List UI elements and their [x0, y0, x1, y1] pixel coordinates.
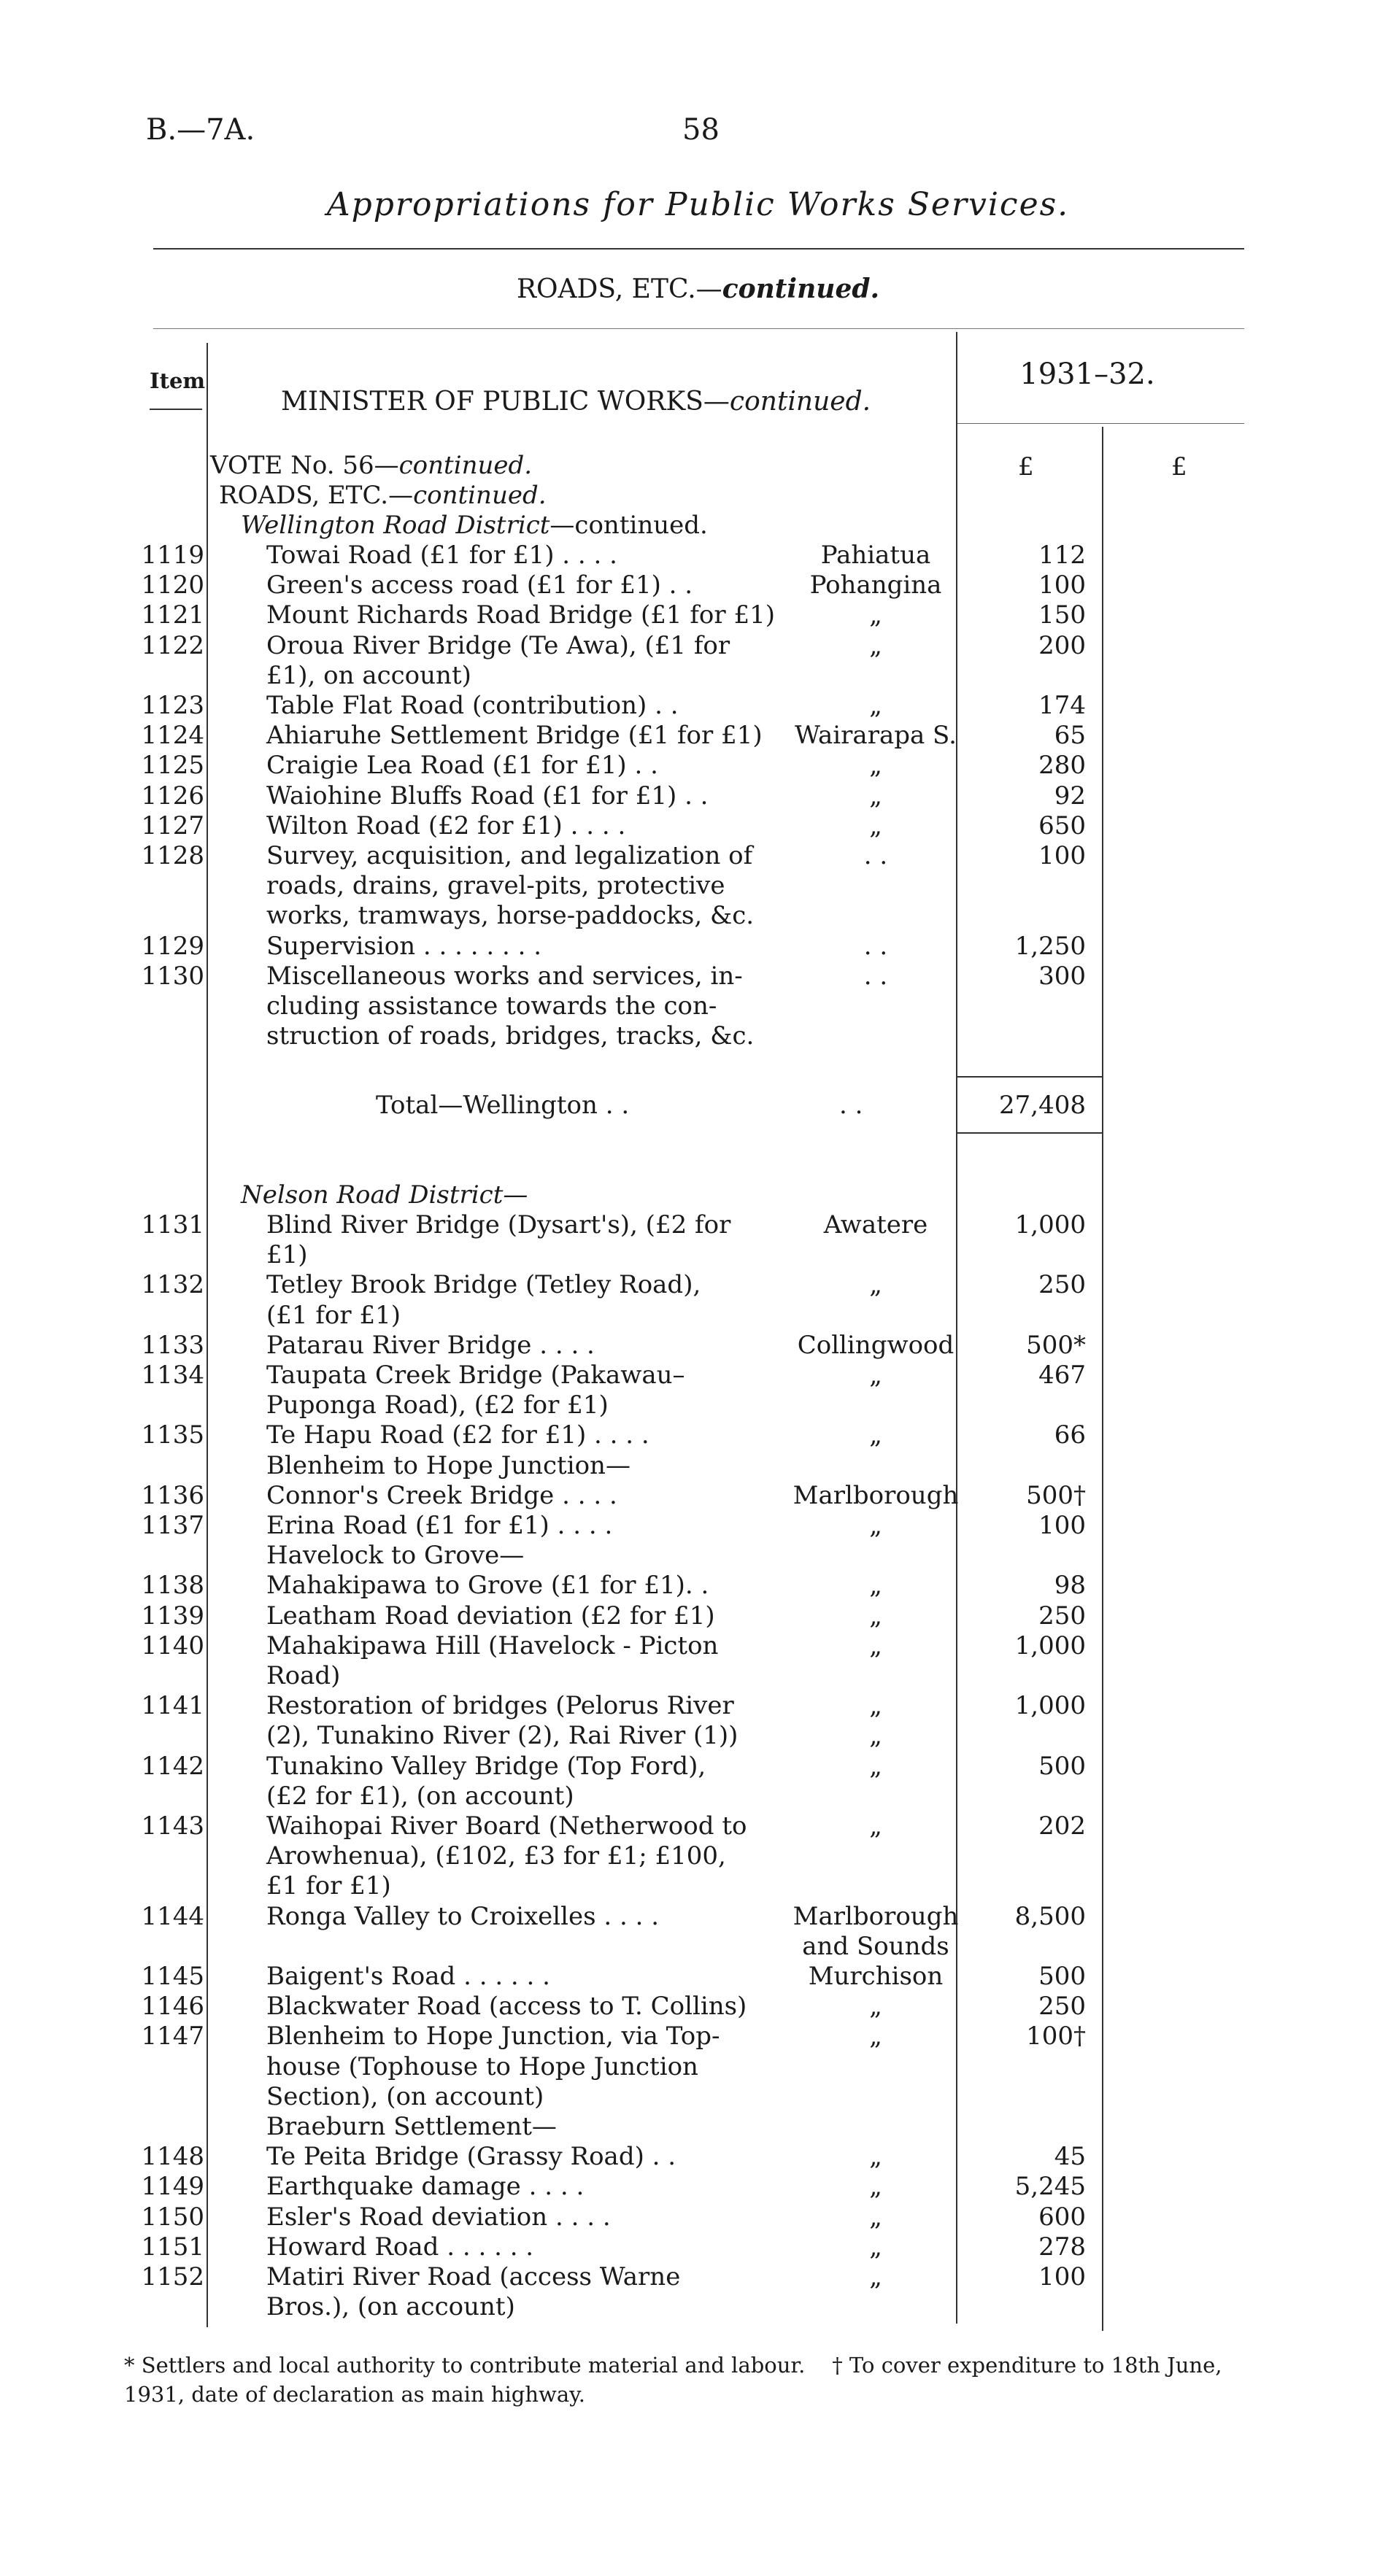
wellington-row	[0, 1021, 1396, 1051]
wellington-row	[0, 631, 1396, 661]
item-number: 1140	[141, 1631, 204, 1660]
item-locality: „	[869, 2202, 882, 2232]
item-locality: „	[869, 1571, 882, 1601]
item-number: 1130	[141, 961, 204, 991]
footnotes	[124, 2351, 1262, 2409]
item-description: Green's access road (£1 for £1) . .	[266, 570, 693, 600]
item-locality: „	[869, 751, 882, 781]
wellington-row	[0, 811, 1396, 841]
item-locality: „	[869, 1751, 882, 1781]
item-amount: 202	[1038, 1811, 1086, 1841]
nelson-row	[0, 2052, 1396, 2082]
item-amount: 500	[1038, 1962, 1086, 1991]
nelson-row	[0, 1871, 1396, 1901]
item-description: (£2 for £1), (on account)	[266, 1781, 574, 1811]
item-description: struction of roads, bridges, tracks, &c.	[266, 1021, 755, 1051]
nelson-row	[0, 1782, 1396, 1811]
item-number: 1137	[141, 1511, 204, 1540]
item-description: (£1 for £1)	[266, 1300, 401, 1330]
item-description: Matiri River Road (access Warne	[266, 2262, 681, 2291]
item-locality: „	[869, 1631, 882, 1660]
item-description: Leatham Road deviation (£2 for £1)	[266, 1601, 715, 1631]
item-number: 1123	[141, 691, 204, 720]
footnote-star: * Settlers and local authority to contribute material and labour.	[124, 2353, 806, 2378]
item-description: Erina Road (£1 for £1) . . . .	[266, 1511, 613, 1540]
item-description: Howard Road . . . . . .	[266, 2232, 534, 2262]
wellington-district-heading: Wellington Road District—continued.	[241, 511, 708, 540]
item-number: 1136	[141, 1480, 204, 1510]
item-description: house (Tophouse to Hope Junction	[266, 2051, 698, 2081]
item-amount: 1,000	[1014, 1691, 1086, 1721]
item-locality: „	[869, 1992, 882, 2022]
wellington-row	[0, 841, 1396, 871]
item-number: 1144	[141, 1901, 204, 1931]
section-rule	[153, 328, 1244, 329]
item-locality: „	[869, 1601, 882, 1631]
nelson-row	[0, 2232, 1396, 2262]
wellington-total-amount: 27,408	[999, 1091, 1086, 1120]
item-description: Restoration of bridges (Pelorus River	[266, 1691, 734, 1721]
item-number: 1152	[141, 2262, 204, 2291]
item-number: 1125	[141, 751, 204, 781]
item-number: 1134	[141, 1361, 204, 1390]
wellington-row	[0, 721, 1396, 751]
item-amount: 1,250	[1014, 931, 1086, 961]
item-amount: 650	[1038, 811, 1086, 840]
item-amount: 100	[1038, 1511, 1086, 1540]
item-amount: 467	[1038, 1361, 1086, 1390]
item-amount: 100	[1038, 570, 1086, 600]
amount-pound-header-1: £	[1018, 452, 1034, 481]
item-locality: Murchison	[808, 1962, 944, 1991]
item-amount: 200	[1038, 630, 1086, 660]
footnote-dagger: † To cover expenditure to 18th June, 1931, date of declaration as main highway.	[124, 2353, 1222, 2407]
item-description: Supervision . . . . . . . .	[266, 931, 542, 961]
item-amount: 150	[1038, 600, 1086, 630]
item-description: works, tramways, horse-paddocks, &c.	[266, 901, 755, 931]
item-description: Tetley Brook Bridge (Tetley Road),	[266, 1270, 701, 1300]
wellington-total-label: Total—Wellington . .	[376, 1091, 630, 1120]
item-description: Taupata Creek Bridge (Pakawau–	[266, 1361, 685, 1390]
item-amount: 45	[1054, 2142, 1086, 2172]
item-locality: „	[869, 600, 882, 630]
item-description: Ahiaruhe Settlement Bridge (£1 for £1)	[266, 721, 763, 751]
item-number: 1143	[141, 1811, 204, 1841]
nelson-row	[0, 1331, 1396, 1361]
item-amount: 92	[1054, 781, 1086, 811]
item-amount: 500†	[1026, 1480, 1086, 1510]
item-locality: Awatere	[823, 1210, 928, 1239]
minister-heading: MINISTER OF PUBLIC WORKS—continued.	[281, 387, 871, 417]
wellington-row	[0, 901, 1396, 931]
item-description: Mahakipawa Hill (Havelock - Picton	[266, 1631, 719, 1660]
item-description: cluding assistance towards the con-	[266, 991, 717, 1021]
item-description: Blenheim to Hope Junction, via Top-	[266, 2022, 720, 2051]
item-number: 1141	[141, 1691, 204, 1721]
item-description: roads, drains, gravel-pits, protective	[266, 871, 725, 901]
item-amount: 5,245	[1014, 2172, 1086, 2202]
item-locality: Marlborough	[793, 1480, 959, 1510]
nelson-row	[0, 1601, 1396, 1631]
wellington-row	[0, 661, 1396, 691]
item-header-underline	[150, 409, 202, 410]
item-description: Mount Richards Road Bridge (£1 for £1)	[266, 600, 775, 630]
item-description: Craigie Lea Road (£1 for £1) . .	[266, 751, 658, 781]
item-description: Waihopai River Board (Netherwood to	[266, 1811, 747, 1841]
nelson-row	[0, 2262, 1396, 2292]
nelson-row	[0, 1391, 1396, 1420]
item-number: 1142	[141, 1751, 204, 1781]
vote-heading: VOTE No. 56—continued.	[210, 451, 533, 480]
item-amount: 100	[1038, 2262, 1086, 2291]
nelson-row	[0, 2082, 1396, 2112]
item-locality: „	[869, 781, 882, 811]
nelson-row	[0, 1932, 1396, 1962]
section-title: ROADS, ETC.—continued.	[516, 274, 880, 304]
item-locality: Pohangina	[809, 570, 942, 600]
item-description: Patarau River Bridge . . . .	[266, 1330, 595, 1360]
nelson-row	[0, 1631, 1396, 1661]
item-locality: „	[869, 2022, 882, 2051]
nelson-row	[0, 1571, 1396, 1601]
item-locality: „	[869, 2232, 882, 2262]
nelson-row	[0, 1691, 1396, 1721]
item-number: 1124	[141, 721, 204, 751]
item-locality: Marlborough	[793, 1901, 959, 1931]
item-locality: Collingwood	[797, 1330, 955, 1360]
item-number: 1121	[141, 600, 204, 630]
item-locality: „	[869, 1721, 882, 1751]
nelson-row	[0, 2292, 1396, 2322]
item-description: Bros.), (on account)	[266, 2292, 515, 2322]
page-title: Appropriations for Public Works Services.	[326, 186, 1070, 223]
amount-pound-header-2: £	[1171, 452, 1187, 481]
item-amount: 174	[1038, 691, 1086, 720]
item-description: £1)	[266, 1240, 308, 1270]
title-rule	[153, 248, 1244, 250]
item-description: Miscellaneous works and services, in-	[266, 961, 743, 991]
item-locality: „	[869, 1811, 882, 1841]
item-description: Tunakino Valley Bridge (Top Ford),	[266, 1751, 706, 1781]
item-amount: 250	[1038, 1270, 1086, 1300]
item-locality: „	[869, 2262, 882, 2291]
nelson-row	[0, 1240, 1396, 1270]
item-number: 1129	[141, 931, 204, 961]
wellington-row	[0, 991, 1396, 1021]
item-number: 1151	[141, 2232, 204, 2262]
item-description: Blackwater Road (access to T. Collins)	[266, 1992, 747, 2022]
item-locality: Wairarapa S.	[795, 721, 957, 751]
nelson-row	[0, 1962, 1396, 1992]
nelson-row	[0, 1752, 1396, 1782]
item-description: Esler's Road deviation . . . .	[266, 2202, 611, 2232]
item-locality: „	[869, 2172, 882, 2202]
wellington-row	[0, 691, 1396, 721]
item-description: Baigent's Road . . . . . .	[266, 1962, 550, 1991]
item-number: 1149	[141, 2172, 204, 2202]
item-description: Road)	[266, 1661, 341, 1690]
item-amount: 98	[1054, 1571, 1086, 1601]
item-locality: „	[869, 630, 882, 660]
wellington-row	[0, 962, 1396, 991]
nelson-row	[0, 1420, 1396, 1450]
wellington-total-dots: . .	[839, 1091, 863, 1120]
wellington-row	[0, 751, 1396, 781]
item-description: Te Hapu Road (£2 for £1) . . . .	[266, 1420, 649, 1450]
wellington-row	[0, 932, 1396, 962]
nelson-row	[0, 2172, 1396, 2202]
nelson-row	[0, 1451, 1396, 1481]
total-bottom-rule	[956, 1132, 1102, 1134]
nelson-row	[0, 1361, 1396, 1391]
nelson-row	[0, 1270, 1396, 1300]
nelson-district-heading: Nelson Road District—	[241, 1180, 528, 1210]
nelson-row	[0, 1992, 1396, 2022]
item-description: Ronga Valley to Croixelles . . . .	[266, 1901, 660, 1931]
item-number: 1119	[141, 541, 204, 570]
nelson-row	[0, 1811, 1396, 1841]
item-amount: 500	[1038, 1751, 1086, 1781]
item-locality: . .	[863, 961, 888, 991]
item-number: 1120	[141, 570, 204, 600]
item-description: Blind River Bridge (Dysart's), (£2 for	[266, 1210, 731, 1239]
item-number: 1146	[141, 1992, 204, 2022]
item-description: £1 for £1)	[266, 1871, 391, 1901]
item-number: 1150	[141, 2202, 204, 2232]
item-description: Puponga Road), (£2 for £1)	[266, 1391, 609, 1420]
nelson-row	[0, 1902, 1396, 1932]
item-locality: „	[869, 811, 882, 840]
nelson-row	[0, 2202, 1396, 2232]
roads-heading: ROADS, ETC.—continued.	[219, 481, 547, 510]
item-description: Table Flat Road (contribution) . .	[266, 691, 679, 720]
item-description: Earthquake damage . . . .	[266, 2172, 585, 2202]
item-amount: 1,000	[1014, 1210, 1086, 1239]
item-locality: and Sounds	[802, 1931, 949, 1961]
item-description: Connor's Creek Bridge . . . .	[266, 1480, 617, 1510]
item-locality: „	[869, 1270, 882, 1300]
item-description: Mahakipawa to Grove (£1 for £1). .	[266, 1571, 709, 1601]
document-reference: B.—7A.	[146, 113, 255, 147]
item-amount: 250	[1038, 1601, 1086, 1631]
nelson-row	[0, 1301, 1396, 1331]
wellington-row	[0, 600, 1396, 630]
item-description: (2), Tunakino River (2), Rai River (1))	[266, 1721, 739, 1751]
item-description: Havelock to Grove—	[266, 1541, 525, 1571]
item-number: 1126	[141, 781, 204, 811]
nelson-row	[0, 1511, 1396, 1541]
item-number: 1127	[141, 811, 204, 840]
item-amount: 500*	[1026, 1330, 1086, 1360]
year-header-underline	[956, 423, 1244, 424]
wellington-row	[0, 570, 1396, 600]
item-description: Braeburn Settlement—	[266, 2112, 557, 2141]
item-number: 1122	[141, 630, 204, 660]
nelson-row	[0, 2022, 1396, 2051]
item-number: 1132	[141, 1270, 204, 1300]
item-description: Survey, acquisition, and legalization of	[266, 841, 753, 870]
page-number: 58	[682, 113, 720, 147]
item-amount: 66	[1054, 1420, 1086, 1450]
item-number: 1145	[141, 1962, 204, 1991]
item-number: 1139	[141, 1601, 204, 1631]
total-top-rule	[956, 1076, 1102, 1078]
item-column-header: Item	[150, 368, 206, 393]
item-locality: „	[869, 1361, 882, 1390]
item-number: 1131	[141, 1210, 204, 1239]
nelson-row	[0, 2142, 1396, 2172]
item-description: Section), (on account)	[266, 2081, 544, 2111]
item-description: Arowhenua), (£102, £3 for £1; £100,	[266, 1841, 726, 1871]
item-description: Waiohine Bluffs Road (£1 for £1) . .	[266, 781, 709, 811]
item-description: £1), on account)	[266, 660, 471, 690]
item-amount: 250	[1038, 1992, 1086, 2022]
item-locality: „	[869, 1691, 882, 1721]
item-amount: 1,000	[1014, 1631, 1086, 1660]
nelson-row	[0, 1541, 1396, 1571]
wellington-row	[0, 781, 1396, 811]
item-amount: 600	[1038, 2202, 1086, 2232]
item-description: Towai Road (£1 for £1) . . . .	[266, 541, 617, 570]
nelson-row	[0, 1661, 1396, 1691]
item-locality: „	[869, 1511, 882, 1540]
item-locality: „	[869, 1420, 882, 1450]
item-locality: . .	[863, 841, 888, 870]
item-amount: 100	[1038, 841, 1086, 870]
nelson-row	[0, 1841, 1396, 1871]
item-description: Blenheim to Hope Junction—	[266, 1450, 630, 1480]
wellington-row	[0, 871, 1396, 901]
item-locality: „	[869, 691, 882, 720]
item-description: Wilton Road (£2 for £1) . . . .	[266, 811, 626, 840]
item-amount: 65	[1054, 721, 1086, 751]
item-amount: 300	[1038, 961, 1086, 991]
item-amount: 278	[1038, 2232, 1086, 2262]
item-amount: 8,500	[1014, 1901, 1086, 1931]
nelson-row	[0, 1721, 1396, 1751]
item-description: Oroua River Bridge (Te Awa), (£1 for	[266, 630, 730, 660]
item-number: 1135	[141, 1420, 204, 1450]
item-amount: 280	[1038, 751, 1086, 781]
nelson-row	[0, 1210, 1396, 1240]
item-amount: 100†	[1026, 2022, 1086, 2051]
nelson-row	[0, 2112, 1396, 2142]
item-number: 1148	[141, 2142, 204, 2172]
nelson-row	[0, 1481, 1396, 1511]
item-amount: 112	[1038, 541, 1086, 570]
item-locality: . .	[863, 931, 888, 961]
item-number: 1138	[141, 1571, 204, 1601]
item-description: Te Peita Bridge (Grassy Road) . .	[266, 2142, 676, 2172]
item-number: 1147	[141, 2022, 204, 2051]
item-number: 1128	[141, 841, 204, 870]
wellington-row	[0, 541, 1396, 570]
year-column-header: 1931–32.	[1019, 357, 1155, 391]
item-locality: „	[869, 2142, 882, 2172]
item-locality: Pahiatua	[820, 541, 931, 570]
item-number: 1133	[141, 1330, 204, 1360]
